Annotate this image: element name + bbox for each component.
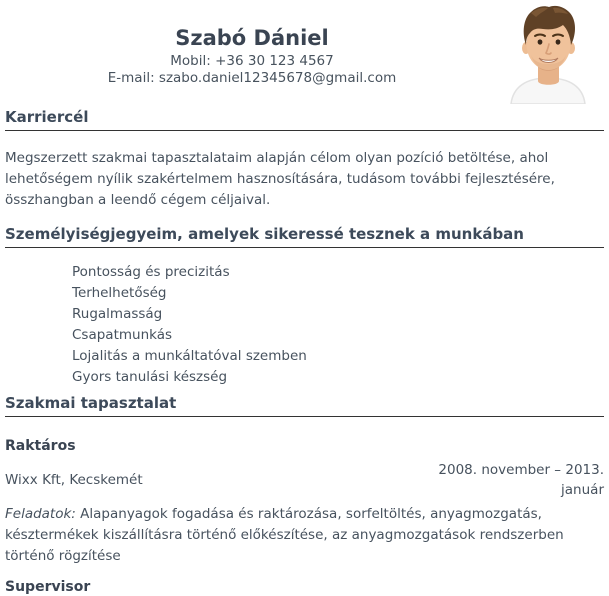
section-experience bbox=[5, 395, 604, 596]
list-item: Gyors tanulási készség bbox=[72, 369, 228, 385]
job-position: Supervisor bbox=[5, 579, 91, 595]
list-item: Csapatmunkás bbox=[72, 327, 173, 343]
job-period: 2008. november – 2013. január bbox=[438, 462, 604, 498]
tasks-label: Feladatok: bbox=[5, 506, 76, 522]
list-item: Pontosság és precizitás bbox=[72, 264, 230, 280]
section-personality bbox=[5, 226, 604, 388]
job-position: Raktáros bbox=[5, 438, 76, 454]
list-item: Lojalitás a munkáltatóval szemben bbox=[72, 348, 307, 364]
job-entry bbox=[5, 438, 604, 567]
career-text: Megszerzett szakmai tapasztalataim alapján célom olyan pozíció betöltése, ahol lehetőségem nyílik szakértelmem hasznosítására, tudásom további fejlesztésére, összhangban a leendő cégem céljaival. bbox=[5, 150, 555, 208]
personality-list bbox=[5, 262, 604, 388]
candidate-name: Szabó Dániel bbox=[175, 26, 329, 50]
job-meta-row bbox=[5, 460, 604, 500]
job-tasks bbox=[5, 504, 604, 567]
list-item: Rugalmasság bbox=[72, 306, 163, 322]
job-company: Wixx Kft, Kecskemét bbox=[5, 472, 143, 488]
career-section-title: Karriercél bbox=[5, 109, 604, 131]
section-career bbox=[5, 109, 604, 211]
list-item: Terhelhetőség bbox=[72, 285, 167, 301]
experience-section-title: Szakmai tapasztalat bbox=[5, 395, 604, 417]
tasks-text: Alapanyagok fogadása és raktározása, sorfeltöltés, anyagmozgatás, késztermékek kiszállításra történő előkészítése, az anyagmozgatások rendszerben történő rögzítése bbox=[5, 506, 564, 564]
mobile-line: Mobil: +36 30 123 4567 bbox=[170, 53, 334, 69]
cv-header bbox=[5, 0, 604, 102]
job-entry bbox=[5, 579, 604, 596]
header-text bbox=[5, 26, 499, 87]
profile-photo bbox=[493, 3, 604, 104]
email-line: E-mail: szabo.daniel12345678@gmail.com bbox=[107, 70, 397, 86]
personality-section-title: Személyiségjegyeim, amelyek sikeressé tesznek a munkában bbox=[5, 226, 604, 248]
